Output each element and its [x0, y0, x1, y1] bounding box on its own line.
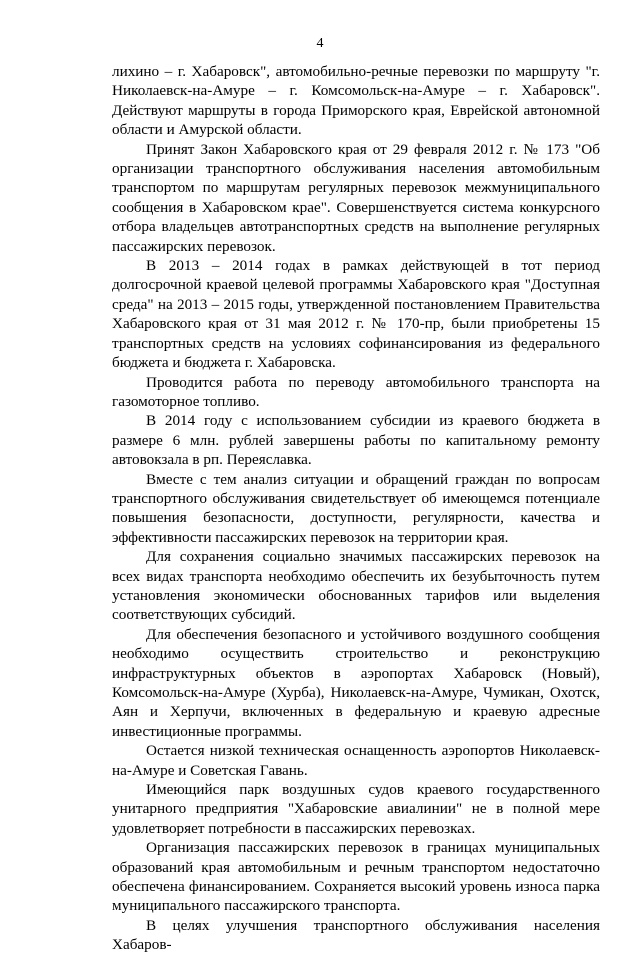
paragraph-gas-fuel: Проводится работа по переводу автомобильного транспорта на газомоторное топливо.	[112, 373, 600, 410]
paragraph-improvement-goals: В целях улучшения транспортного обслуживания населения Хабаров-	[112, 916, 600, 954]
paragraph-municipal-transport: Организация пассажирских перевозок в границах муниципальных образований края автомобильным и речным транспортом недостаточно обеспечена финансированием. Сохраняется высокий уровень износа парка муниципального пассажирского транспорта.	[112, 839, 600, 915]
paragraph-law-adoption: Принят Закон Хабаровского края от 29 февраля 2012 г. № 173 "Об организации транспортного обслуживания населения автомобильным транспортом по маршрутам регулярных перевозок межмуниципального сообщения в Хабаровском крае". Совершенствуется система конкурсного отбора владельцев автотранспортных средств на выполнение регулярных пассажирских перевозок.	[112, 140, 600, 255]
page-number: 4	[316, 36, 324, 51]
paragraph-airport-equipment: Остается низкой техническая оснащенность аэропортов Николаевск-на-Амуре и Советская Гавань.	[112, 742, 600, 779]
paragraph-continuation: лихино – г. Хабаровск", автомобильно-речные перевозки по маршруту "г. Николаевск-на-Амуре – г. Комсомольск-на-Амуре – г. Хабаровск". Действуют маршруты в города Приморского края, Еврейской автономной области и Амурской области.	[112, 63, 600, 139]
paragraph-accessible-environment: В 2013 – 2014 годах в рамках действующей в тот период долгосрочной краевой целевой программы Хабаровского края "Доступная среда" на 2013 – 2015 годы, утвержденной постановлением Правительства Хабаровского края от 31 мая 2012 г. № 170-пр, были приобретены 15 транспортных средств на условиях софинансирования из федерального бюджета и бюджета г. Хабаровска.	[112, 257, 600, 372]
paragraph-analysis: Вместе с тем анализ ситуации и обращений граждан по вопросам транспортного обслуживания свидетельствует об имеющемся потенциале повышения безопасности, доступности, регулярности, качества и эффективности пассажирских перевозок на территории края.	[112, 470, 600, 546]
paragraph-aircraft-fleet: Имеющийся парк воздушных судов краевого государственного унитарного предприятия "Хабаровские авиалинии" не в полной мере удовлетворяет потребности в пассажирских перевозках.	[112, 781, 600, 837]
paragraph-social-transport: Для сохранения социально значимых пассажирских перевозок на всех видах транспорта необходимо обеспечить их безубыточность путем установления экономически обоснованных тарифов или выделения соответствующих субсидий.	[112, 548, 600, 624]
paragraph-air-infrastructure: Для обеспечения безопасного и устойчивого воздушного сообщения необходимо осуществить строительство и реконструкцию инфраструктурных объектов в аэропортах Хабаровск (Новый), Комсомольск-на-Амуре (Хурба), Николаевск-на-Амуре, Чумикан, Охотск, Аян и Херпучи, включенных в федеральную и краевую адресные инвестиционные программы.	[112, 625, 600, 740]
document-body	[112, 62, 600, 955]
paragraph-bus-station-repair: В 2014 году с использованием субсидии из краевого бюджета в размере 6 млн. рублей завершены работы по капитальному ремонту автовокзала в рп. Переяславка.	[112, 412, 600, 469]
